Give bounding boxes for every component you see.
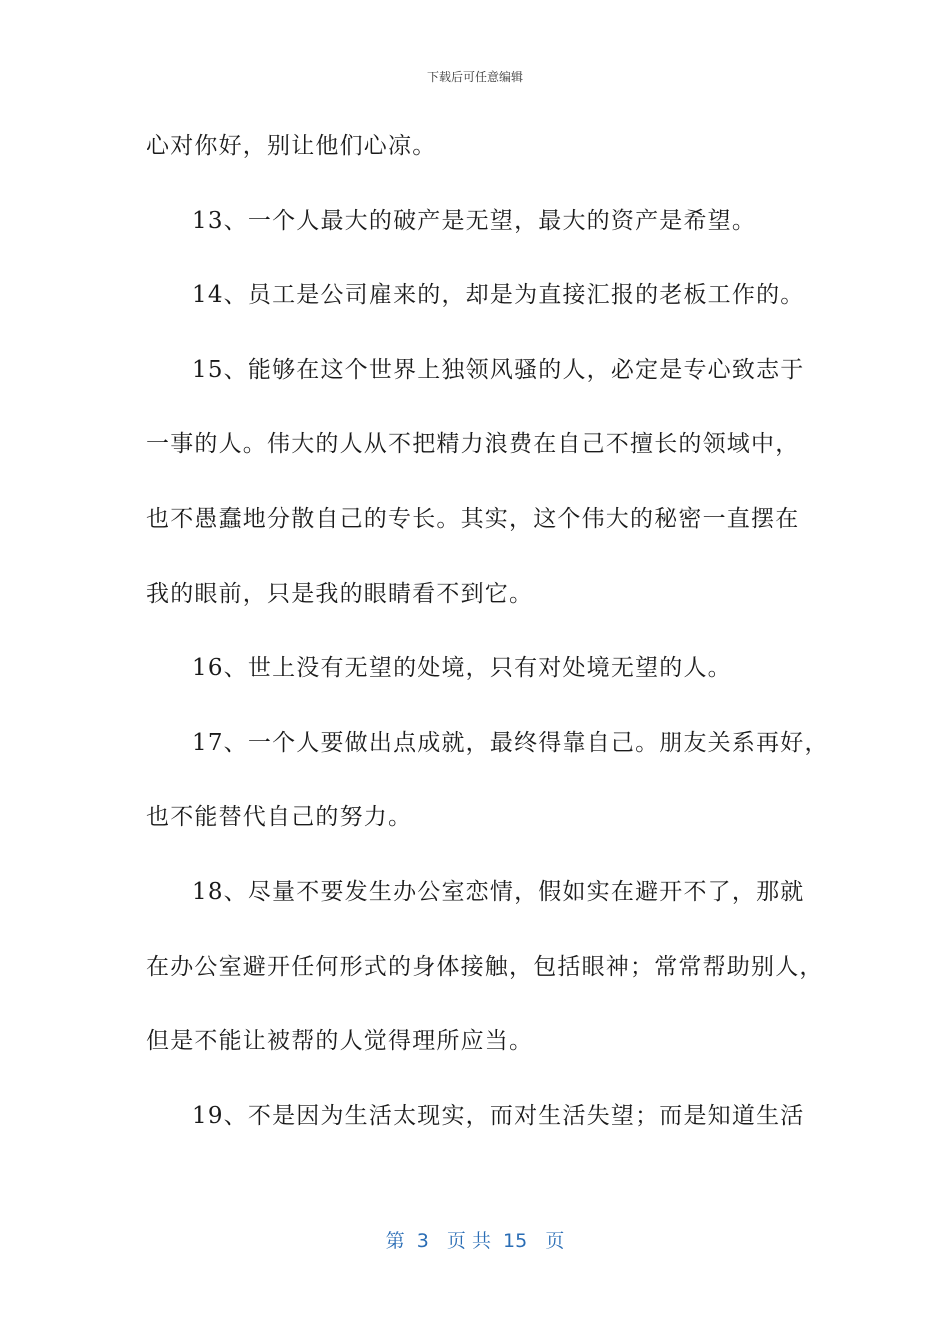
text-line: 也不愚蠢地分散自己的专长。其实，这个伟大的秘密一直摆在	[146, 505, 800, 532]
text-line: 13、一个人最大的破产是无望，最大的资产是希望。	[192, 207, 757, 234]
text-line: 心对你好，别让他们心凉。	[146, 133, 437, 159]
text-line: 但是不能让被帮的人觉得理所应当。	[146, 1028, 534, 1055]
text-line: 19、不是因为生活太现实，而对生活失望；而是知道生活	[192, 1102, 805, 1129]
text-line: 14、员工是公司雇来的，却是为直接汇报的老板工作的。	[192, 282, 805, 309]
text-line: 16、世上没有无望的处境，只有对处境无望的人。	[192, 655, 732, 682]
page-number-footer: 第 3 页 共 15 页	[385, 1230, 565, 1252]
document-body	[146, 126, 829, 1170]
text-line: 也不能替代自己的努力。	[146, 804, 413, 831]
text-line: 15、能够在这个世界上独领风骚的人，必定是专心致志于	[192, 356, 805, 383]
text-line: 在办公室避开任何形式的身体接触，包括眼神；常常帮助别人，	[146, 953, 824, 980]
text-line: 我的眼前，只是我的眼睛看不到它。	[146, 580, 534, 607]
text-line: 一事的人。伟大的人从不把精力浪费在自己不擅长的领域中，	[146, 431, 800, 458]
text-line: 18、尽量不要发生办公室恋情，假如实在避开不了，那就	[192, 878, 805, 905]
header-note: 下载后可任意编辑	[426, 70, 523, 84]
text-line: 17、一个人要做出点成就，最终得靠自己。朋友关系再好，	[192, 729, 829, 756]
